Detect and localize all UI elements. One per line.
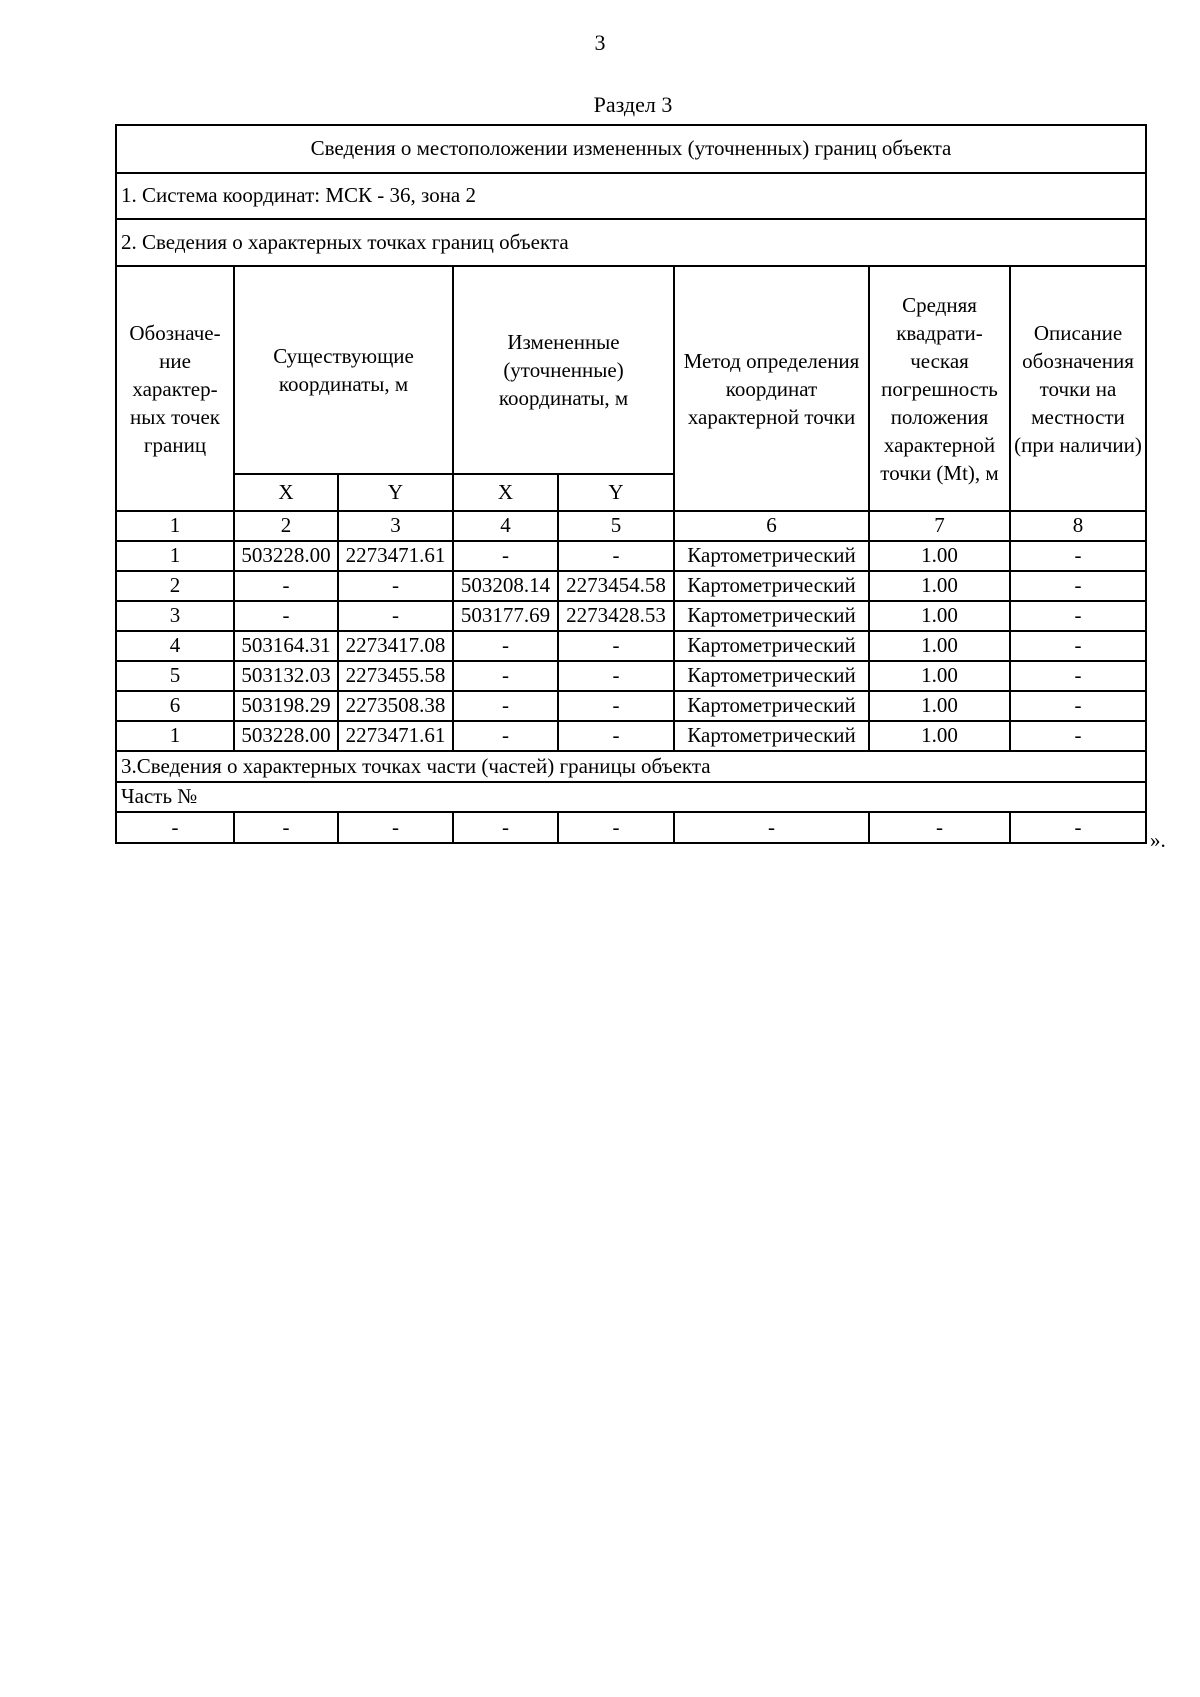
cell-point: 1 bbox=[116, 721, 234, 751]
header-changed-x: X bbox=[453, 474, 558, 511]
header-existing-x: X bbox=[234, 474, 338, 511]
header-point-designation: Обозначе-ние характер-ных точек границ bbox=[116, 266, 234, 511]
column-number: 5 bbox=[558, 511, 674, 541]
cell-changed-x: - bbox=[453, 721, 558, 751]
cell-mean-error: 1.00 bbox=[869, 601, 1010, 631]
section-title: Раздел 3 bbox=[593, 92, 673, 117]
table-row bbox=[116, 631, 1146, 661]
cell-changed-x: - bbox=[453, 631, 558, 661]
cell-existing-x: 503228.00 bbox=[234, 541, 338, 571]
cell-point: 3 bbox=[116, 601, 234, 631]
parts-cell: - bbox=[338, 812, 453, 843]
cell-method: Картометрический bbox=[674, 601, 869, 631]
cell-changed-x: 503177.69 bbox=[453, 601, 558, 631]
cell-existing-y: 2273471.61 bbox=[338, 541, 453, 571]
cell-existing-y: 2273471.61 bbox=[338, 721, 453, 751]
table-row bbox=[116, 661, 1146, 691]
cell-mean-error: 1.00 bbox=[869, 721, 1010, 751]
parts-cell: - bbox=[674, 812, 869, 843]
cell-method: Картометрический bbox=[674, 571, 869, 601]
header-description: Описание обозначения точки на местности (при наличии) bbox=[1010, 266, 1146, 511]
cell-existing-y: - bbox=[338, 601, 453, 631]
table-row bbox=[116, 721, 1146, 751]
column-number: 6 bbox=[674, 511, 869, 541]
header-existing-y: Y bbox=[338, 474, 453, 511]
cell-point: 6 bbox=[116, 691, 234, 721]
cell-existing-y: 2273455.58 bbox=[338, 661, 453, 691]
cell-existing-x: 503132.03 bbox=[234, 661, 338, 691]
table-row bbox=[116, 541, 1146, 571]
cell-method: Картометрический bbox=[674, 691, 869, 721]
cell-changed-y: 2273454.58 bbox=[558, 571, 674, 601]
cell-existing-x: 503228.00 bbox=[234, 721, 338, 751]
page-number: 3 bbox=[594, 30, 606, 55]
cell-changed-x: 503208.14 bbox=[453, 571, 558, 601]
cell-mean-error: 1.00 bbox=[869, 661, 1010, 691]
parts-heading-row: 3.Сведения о характерных точках части (частей) границы объекта bbox=[116, 751, 1146, 782]
column-number: 8 bbox=[1010, 511, 1146, 541]
header-changed-coords: Измененные (уточненные) координаты, м bbox=[453, 266, 674, 474]
cell-description: - bbox=[1010, 661, 1146, 691]
cell-changed-y: 2273428.53 bbox=[558, 601, 674, 631]
cell-existing-x: - bbox=[234, 571, 338, 601]
parts-cell: - bbox=[234, 812, 338, 843]
cell-point: 4 bbox=[116, 631, 234, 661]
cell-description: - bbox=[1010, 601, 1146, 631]
cell-mean-error: 1.00 bbox=[869, 691, 1010, 721]
cell-changed-y: - bbox=[558, 631, 674, 661]
cell-method: Картометрический bbox=[674, 721, 869, 751]
cell-changed-x: - bbox=[453, 691, 558, 721]
cell-changed-x: - bbox=[453, 541, 558, 571]
column-number: 7 bbox=[869, 511, 1010, 541]
cell-existing-x: 503164.31 bbox=[234, 631, 338, 661]
cell-mean-error: 1.00 bbox=[869, 631, 1010, 661]
parts-cell: - bbox=[869, 812, 1010, 843]
cell-mean-error: 1.00 bbox=[869, 571, 1010, 601]
header-changed-y: Y bbox=[558, 474, 674, 511]
table-row bbox=[116, 691, 1146, 721]
parts-cell: - bbox=[116, 812, 234, 843]
table-row bbox=[116, 601, 1146, 631]
cell-changed-y: - bbox=[558, 541, 674, 571]
parts-cell: - bbox=[1010, 812, 1146, 843]
table-row bbox=[116, 571, 1146, 601]
closing-quote: ». bbox=[1150, 828, 1166, 852]
cell-method: Картометрический bbox=[674, 631, 869, 661]
cell-existing-x: 503198.29 bbox=[234, 691, 338, 721]
cell-changed-y: - bbox=[558, 661, 674, 691]
points-heading-row: 2. Сведения о характерных точках границ объекта bbox=[116, 219, 1146, 266]
cell-method: Картометрический bbox=[674, 661, 869, 691]
table-title: Сведения о местоположении измененных (уточненных) границ объекта bbox=[116, 125, 1146, 173]
cell-description: - bbox=[1010, 721, 1146, 751]
parts-cell: - bbox=[453, 812, 558, 843]
part-number-row: Часть № bbox=[116, 782, 1146, 812]
cell-method: Картометрический bbox=[674, 541, 869, 571]
column-number: 1 bbox=[116, 511, 234, 541]
cell-existing-y: 2273508.38 bbox=[338, 691, 453, 721]
parts-cell: - bbox=[558, 812, 674, 843]
cell-point: 2 bbox=[116, 571, 234, 601]
cell-point: 5 bbox=[116, 661, 234, 691]
cell-description: - bbox=[1010, 541, 1146, 571]
header-mean-error: Средняя квадрати-ческая погрешность положения характерной точки (Mt), м bbox=[869, 266, 1010, 511]
cell-existing-y: - bbox=[338, 571, 453, 601]
cell-point: 1 bbox=[116, 541, 234, 571]
cell-mean-error: 1.00 bbox=[869, 541, 1010, 571]
cell-changed-y: - bbox=[558, 691, 674, 721]
header-existing-coords: Существующие координаты, м bbox=[234, 266, 453, 474]
cell-description: - bbox=[1010, 691, 1146, 721]
boundary-points-table bbox=[115, 124, 1147, 844]
cell-description: - bbox=[1010, 631, 1146, 661]
cell-changed-x: - bbox=[453, 661, 558, 691]
cell-changed-y: - bbox=[558, 721, 674, 751]
cell-existing-x: - bbox=[234, 601, 338, 631]
column-number: 2 bbox=[234, 511, 338, 541]
parts-table-row bbox=[116, 812, 1146, 843]
column-numbers-row bbox=[116, 511, 1146, 541]
coord-system-row: 1. Система координат: МСК - 36, зона 2 bbox=[116, 173, 1146, 219]
column-number: 3 bbox=[338, 511, 453, 541]
column-number: 4 bbox=[453, 511, 558, 541]
cell-existing-y: 2273417.08 bbox=[338, 631, 453, 661]
header-method: Метод определения координат характерной точки bbox=[674, 266, 869, 511]
cell-description: - bbox=[1010, 571, 1146, 601]
